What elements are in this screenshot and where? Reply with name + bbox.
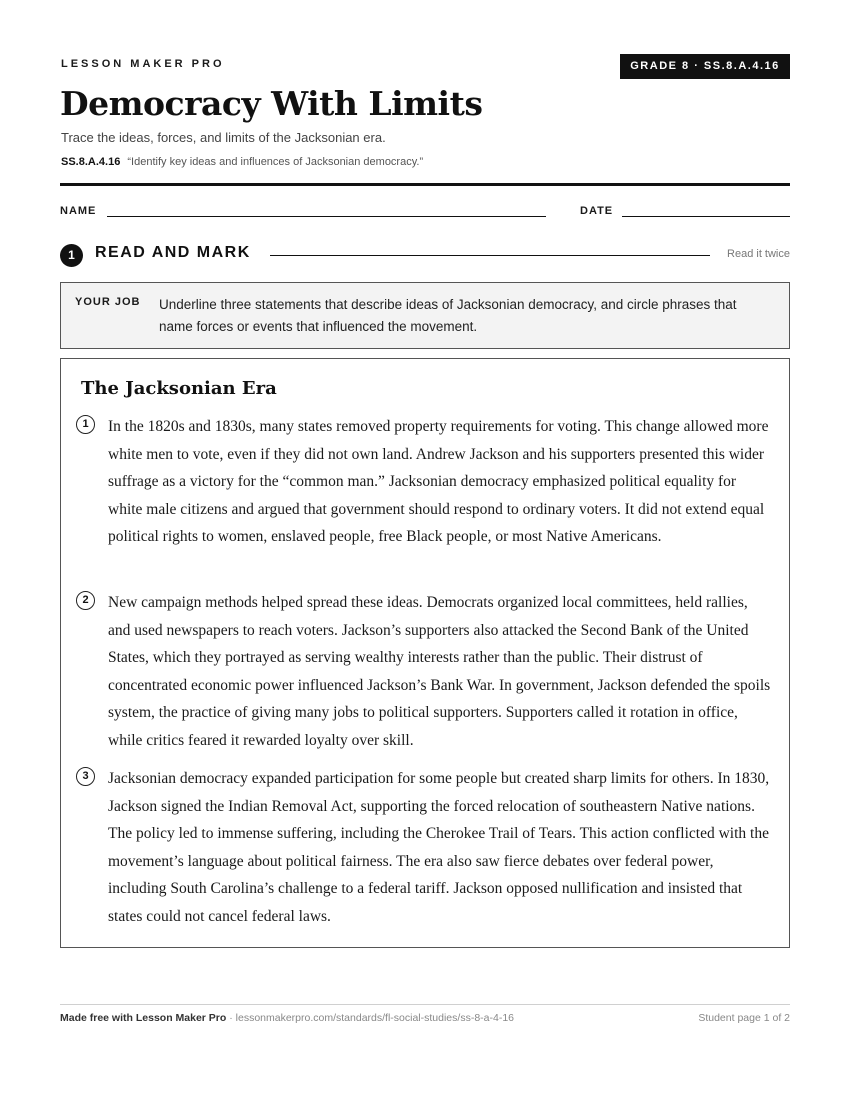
section-hint: Read it twice: [727, 248, 790, 260]
standard-code: SS.8.A.4.16: [61, 156, 121, 168]
paragraph-number: 1: [76, 415, 95, 434]
section-divider: [270, 255, 710, 256]
name-field[interactable]: [107, 216, 546, 217]
section-title: READ AND MARK: [95, 244, 251, 261]
date-field[interactable]: [622, 216, 790, 217]
job-label: YOUR JOB: [75, 296, 141, 308]
brand-name: LESSON MAKER PRO: [61, 58, 225, 70]
paragraph-text: In the 1820s and 1830s, many states removed property requirements for voting. This change allowed more white men to vote, even if they did not own land. Andrew Jackson and his supporters presented this wider suffrage as a victory for the “common man.” Jacksonian democracy emphasized political equality for white male citizens and argued that government should respond to ordinary voters. It did not extend equal political rights to women, enslaved people, free Black people, or most Native Americans.: [108, 418, 769, 545]
page-subtitle: Trace the ideas, forces, and limits of the Jacksonian era.: [61, 130, 386, 145]
reading-title: The Jacksonian Era: [81, 378, 277, 399]
job-instructions-box: [60, 282, 790, 349]
reading-passage: [60, 358, 790, 948]
standard-line: [61, 156, 423, 168]
footer-made-with: Made free with Lesson Maker Pro: [60, 1012, 227, 1024]
header-divider: [60, 183, 790, 186]
paragraph-number: 3: [76, 767, 95, 786]
date-label: DATE: [580, 205, 614, 217]
footer-credit: [60, 1012, 514, 1024]
page-title: Democracy With Limits: [60, 84, 483, 123]
paragraph-text: New campaign methods helped spread these ideas. Democrats organized local committees, held rallies, and used newspapers to reach voters. Jackson’s supporters also attacked the Second Bank of the United States, which they portrayed as serving wealthy interests rather than the public. Their distrust of concentrated economic power influenced Jackson’s Bank War. In government, Jackson defended the spoils system, the practice of giving many jobs to political supporters. Supporters called it rotation in office, while critics feared it rewarded loyalty over skill.: [108, 594, 771, 749]
standard-quote: “Identify key ideas and influences of Jacksonian democracy.”: [127, 156, 424, 168]
footer-divider: [60, 1004, 790, 1005]
section-number-badge: 1: [60, 244, 83, 267]
paragraph-number: 2: [76, 591, 95, 610]
grade-badge: GRADE 8 · SS.8.A.4.16: [620, 54, 790, 79]
footer-page-number: Student page 1 of 2: [698, 1012, 790, 1024]
name-label: NAME: [60, 205, 97, 217]
job-text: Underline three statements that describe ideas of Jacksonian democracy, and circle phrases that name forces or events that influenced the movement.: [159, 297, 737, 334]
paragraph-text: Jacksonian democracy expanded participation for some people but created sharp limits for others. In 1830, Jackson signed the Indian Removal Act, supporting the forced relocation of southeastern Native nations. The policy led to immense suffering, including the Cherokee Trail of Tears. This action conflicted with the movement’s language about political fairness. The era also saw fierce debates over federal power, including South Carolina’s challenge to a federal tariff. Jackson opposed nullification and insisted that states could not cancel federal laws.: [108, 770, 770, 925]
footer-url[interactable]: · lessonmakerpro.com/standards/fl-social-studies/ss-8-a-4-16: [226, 1012, 515, 1024]
